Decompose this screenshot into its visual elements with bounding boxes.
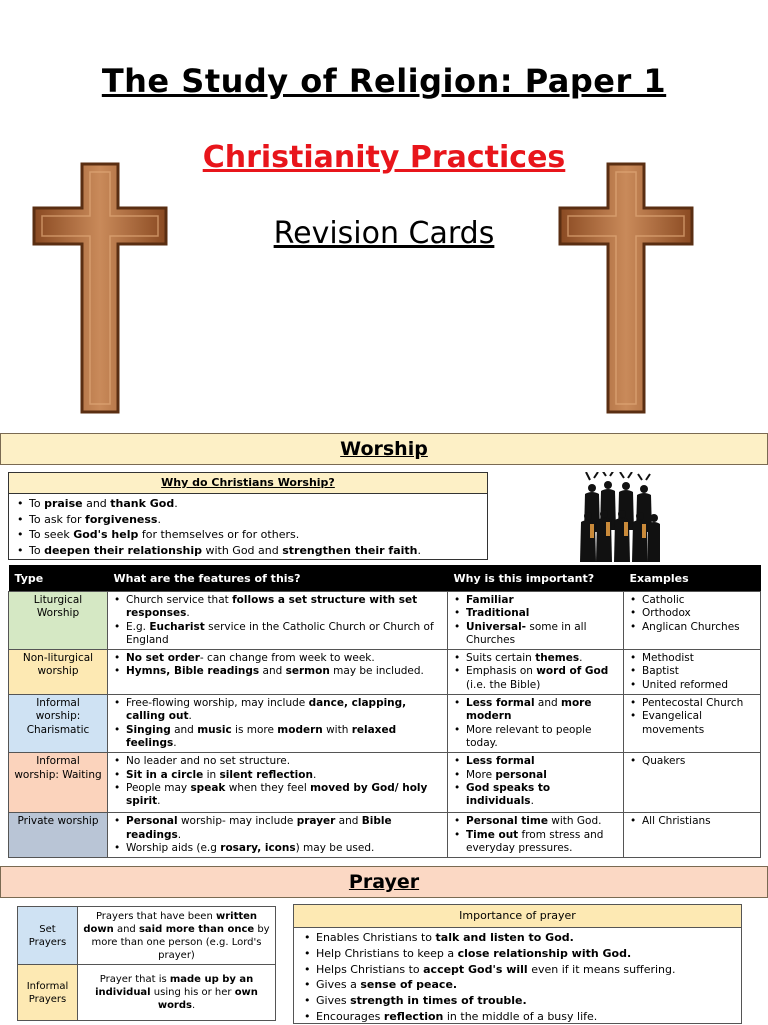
list-item: • Universal- some in all Churches: [452, 621, 619, 648]
importance-of-prayer-box: [293, 904, 742, 1024]
list-item: • To ask for forgiveness.: [17, 512, 487, 528]
list-item: • Anglican Churches: [628, 621, 756, 634]
worship-type-cell: Private worship: [9, 813, 108, 858]
column-header-features: What are the features of this?: [108, 565, 448, 592]
informal-prayers-label: Informal Prayers: [18, 965, 78, 1021]
list-item: • Singing and music is more modern with relaxed feelings.: [112, 724, 443, 751]
page-subheading: Revision Cards: [273, 216, 495, 251]
importance-cell: [448, 650, 624, 695]
importance-cell: [448, 753, 624, 813]
why-worship-list: [9, 496, 487, 558]
worship-types-table: [8, 565, 761, 858]
page-subtitle: Christianity Practices: [202, 140, 566, 175]
table-row: [9, 813, 761, 858]
worship-type-cell: Liturgical Worship: [9, 592, 108, 650]
cross-icon: [30, 160, 170, 420]
list-item: • Catholic: [628, 594, 756, 607]
list-item: • Gives a sense of peace.: [304, 977, 741, 993]
why-worship-heading: Why do Christians Worship?: [9, 473, 487, 494]
list-item: • More relevant to people today.: [452, 724, 619, 751]
list-item: • Less formal and more modern: [452, 697, 619, 724]
list-item: • To praise and thank God.: [17, 496, 487, 512]
list-item: • E.g. Eucharist service in the Catholic Church or Church of England: [112, 621, 443, 648]
list-item: • People may speak when they feel moved by God/ holy spirit.: [112, 782, 443, 809]
list-item: • United reformed: [628, 679, 756, 692]
table-row: [9, 650, 761, 695]
list-item: • Time out from stress and everyday pressures.: [452, 829, 619, 856]
table-header-row: [9, 565, 761, 592]
list-item: • Personal worship- may include prayer and Bible readings.: [112, 815, 443, 842]
table-row: [18, 965, 276, 1021]
set-prayers-description: Prayers that have been written down and said more than once by more than one person (e.g. Lord's prayer): [78, 907, 276, 965]
list-item: • Suits certain themes.: [452, 652, 619, 665]
cross-icon: [556, 160, 696, 420]
list-item: • Personal time with God.: [452, 815, 619, 828]
list-item: • Pentecostal Church: [628, 697, 756, 710]
examples-cell: [624, 592, 761, 650]
examples-cell: [624, 650, 761, 695]
list-item: • Methodist: [628, 652, 756, 665]
column-header-type: Type: [9, 565, 108, 592]
importance-cell: [448, 695, 624, 753]
list-item: • Church service that follows a set structure with set responses.: [112, 594, 443, 621]
features-cell: [108, 650, 448, 695]
list-item: • God speaks to individuals.: [452, 782, 619, 809]
why-worship-box: [8, 472, 488, 560]
features-cell: [108, 753, 448, 813]
list-item: • Emphasis on word of God (i.e. the Bible): [452, 665, 619, 692]
list-item: • Encourages reflection in the middle of a busy life.: [304, 1009, 741, 1025]
list-item: • Sit in a circle in silent reflection.: [112, 769, 443, 782]
features-cell: [108, 813, 448, 858]
list-item: • Evangelical movements: [628, 710, 756, 737]
table-row: [18, 907, 276, 965]
list-item: • All Christians: [628, 815, 756, 828]
list-item: • Enables Christians to talk and listen to God.: [304, 930, 741, 946]
set-prayers-label: Set Prayers: [18, 907, 78, 965]
list-item: • Less formal: [452, 755, 619, 768]
prayer-banner: Prayer: [0, 866, 768, 898]
list-item: • Help Christians to keep a close relationship with God.: [304, 946, 741, 962]
examples-cell: [624, 813, 761, 858]
importance-cell: [448, 592, 624, 650]
list-item: • Quakers: [628, 755, 756, 768]
worship-type-cell: Informal worship: Charismatic: [9, 695, 108, 753]
importance-heading: Importance of prayer: [294, 905, 741, 928]
page-title: The Study of Religion: Paper 1: [101, 62, 667, 100]
list-item: • Worship aids (e.g rosary, icons) may be used.: [112, 842, 443, 855]
importance-cell: [448, 813, 624, 858]
table-row: [9, 592, 761, 650]
prayer-types-table: [17, 906, 276, 1021]
list-item: • No leader and no set structure.: [112, 755, 443, 768]
choir-icon: [580, 472, 660, 562]
worship-type-cell: Informal worship: Waiting: [9, 753, 108, 813]
examples-cell: [624, 695, 761, 753]
table-row: [9, 695, 761, 753]
list-item: • Orthodox: [628, 607, 756, 620]
list-item: • No set order- can change from week to week.: [112, 652, 443, 665]
importance-list: [294, 930, 741, 1025]
column-header-importance: Why is this important?: [448, 565, 624, 592]
list-item: • Traditional: [452, 607, 619, 620]
list-item: • Hymns, Bible readings and sermon may be included.: [112, 665, 443, 678]
features-cell: [108, 592, 448, 650]
column-header-examples: Examples: [624, 565, 761, 592]
list-item: • More personal: [452, 769, 619, 782]
list-item: • Gives strength in times of trouble.: [304, 993, 741, 1009]
informal-prayers-description: Prayer that is made up by an individual using his or her own words.: [78, 965, 276, 1021]
list-item: • Baptist: [628, 665, 756, 678]
list-item: • Free-flowing worship, may include dance, clapping, calling out.: [112, 697, 443, 724]
list-item: • Helps Christians to accept God's will even if it means suffering.: [304, 962, 741, 978]
table-row: [9, 753, 761, 813]
list-item: • To deepen their relationship with God and strengthen their faith.: [17, 543, 487, 559]
features-cell: [108, 695, 448, 753]
list-item: • To seek God's help for themselves or for others.: [17, 527, 487, 543]
list-item: • Familiar: [452, 594, 619, 607]
worship-banner: Worship: [0, 433, 768, 465]
examples-cell: [624, 753, 761, 813]
worship-type-cell: Non-liturgical worship: [9, 650, 108, 695]
